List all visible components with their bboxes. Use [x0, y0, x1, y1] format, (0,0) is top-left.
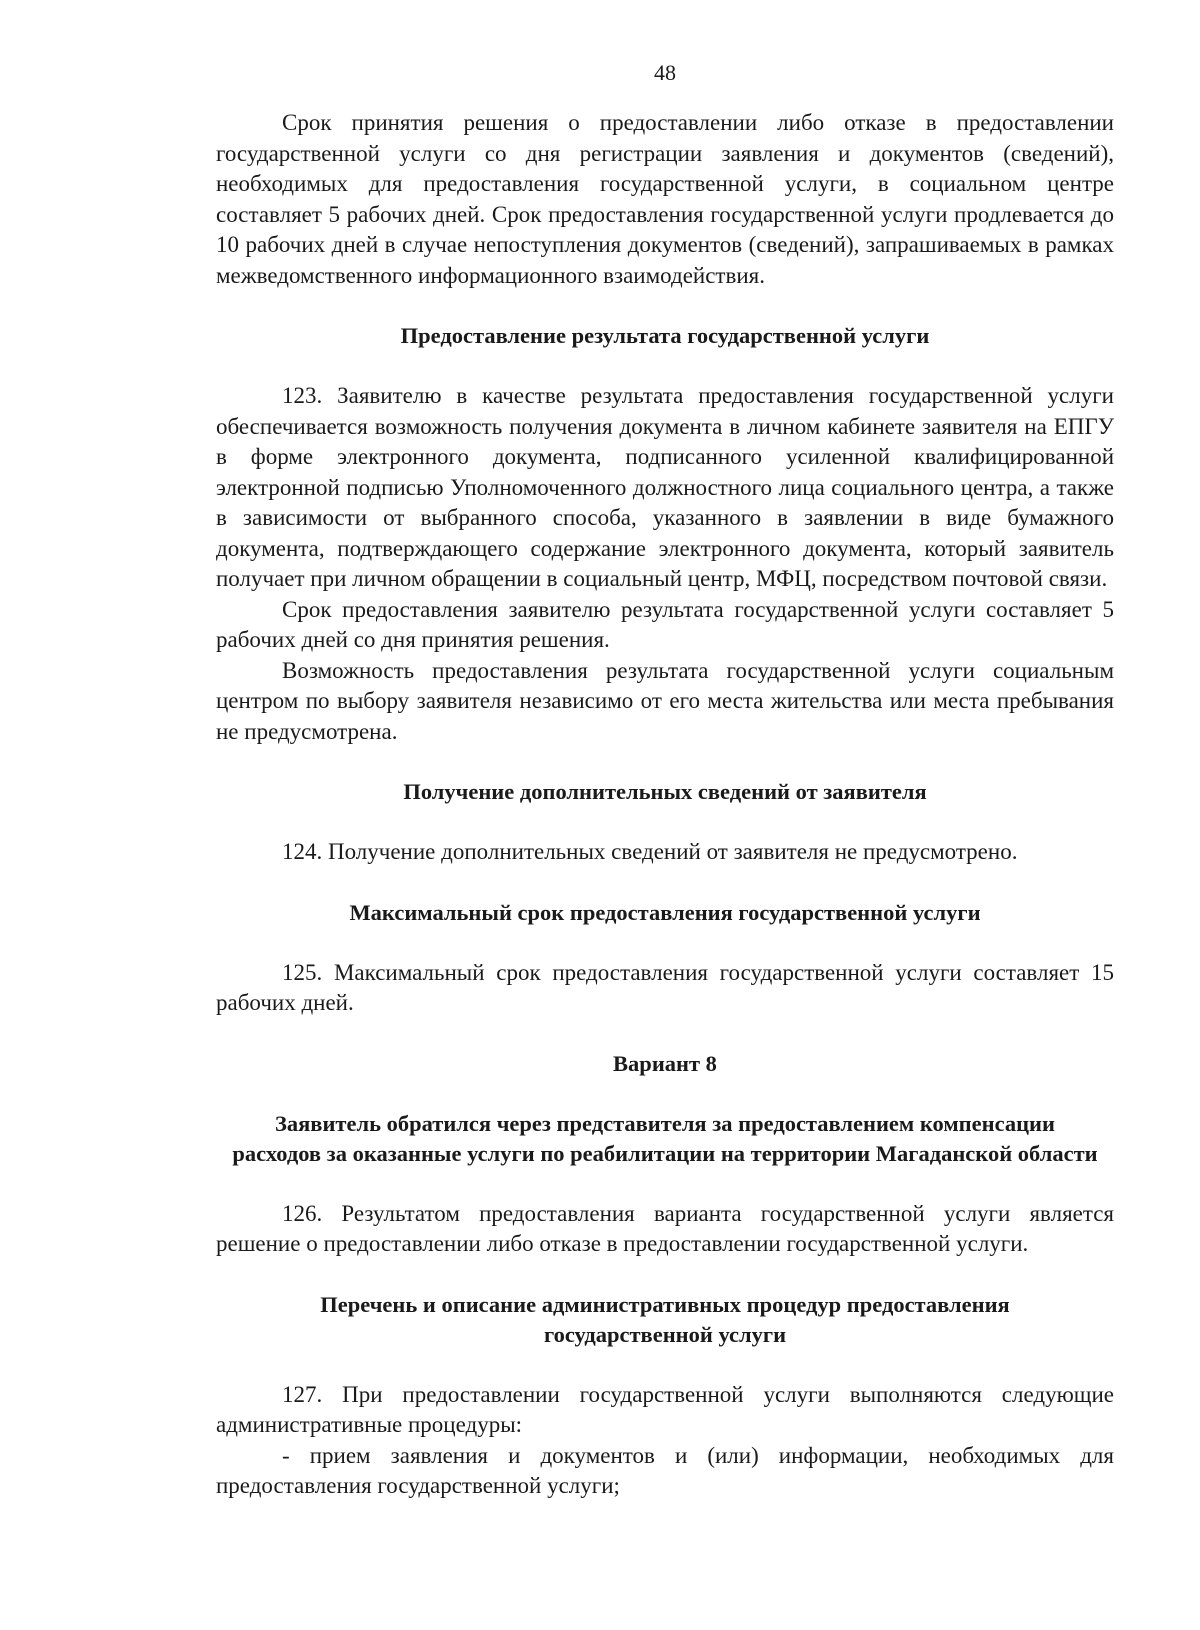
- paragraph-decision-term: Срок принятия решения о предоставлении либо отказе в предоставлении государственной услуги со дня регистрации заявления и документов (сведений), необходимых для предоставления государственной услуги, в социальном центре составляет 5 рабочих дней. Срок предоставления государственной услуги продлевается до 10 рабочих дней в случае непоступления документов (сведений), запрашиваемых в рамках межведомственного информационного взаимодействия.: [216, 110, 1114, 288]
- paragraph-125: 125. Максимальный срок предоставления государственной услуги составляет 15 рабочих дней.: [216, 959, 1114, 1015]
- document-body: [216, 108, 1114, 1502]
- heading-result-provision: Предоставление результата государственной услуги: [400, 323, 930, 348]
- page-number: 48: [654, 60, 676, 85]
- heading-procedures-line-1: Перечень и описание административных процедур предоставления: [320, 1291, 1010, 1317]
- heading-applicant-representative: [216, 1109, 1114, 1169]
- paragraph-123: 123. Заявителю в качестве результата предоставления государственной услуги обеспечивается возможность получения документа в личном кабинете заявителя на ЕПГУ в форме электронного документа, подписанного усиленной квалифицированной электронной подписью Уполномоченного должностного лица социального центра, а также в зависимости от выбранного способа, указанного в заявлении в виде бумажного документа, подтверждающего содержание электронного документа, который заявитель получает при личном обращении в социальный центр, МФЦ, посредством почтовой связи.: [216, 383, 1114, 591]
- heading-procedures: [216, 1290, 1114, 1350]
- heading-applicant-line-1: Заявитель обратился через представителя за предоставлением компенсации: [275, 1110, 1055, 1136]
- heading-applicant-line-2: расходов за оказанные услуги по реабилитации на территории Магаданской области: [232, 1140, 1098, 1166]
- paragraph-result-term: Срок предоставления заявителю результата государственной услуги составляет 5 рабочих дней со дня принятия решения.: [216, 596, 1114, 652]
- paragraph-124: 124. Получение дополнительных сведений от заявителя не предусмотрено.: [282, 839, 1018, 864]
- heading-variant-8: Вариант 8: [613, 1050, 717, 1076]
- paragraph-result-possibility: Возможность предоставления результата государственной услуги социальным центром по выбору заявителя независимо от его места жительства или места пребывания не предусмотрена.: [216, 657, 1114, 744]
- heading-additional-info: Получение дополнительных сведений от заявителя: [403, 779, 927, 804]
- list-item-procedure-1: - прием заявления и документов и (или) информации, необходимых для предоставления государственной услуги;: [216, 1442, 1114, 1498]
- paragraph-126: 126. Результатом предоставления варианта государственной услуги является решение о предоставлении либо отказе в предоставлении государственной услуги.: [216, 1200, 1114, 1256]
- paragraph-127: 127. При предоставлении государственной услуги выполняются следующие административные процедуры:: [216, 1381, 1114, 1437]
- heading-max-term: Максимальный срок предоставления государственной услуги: [349, 899, 981, 925]
- heading-procedures-line-2: государственной услуги: [543, 1321, 787, 1347]
